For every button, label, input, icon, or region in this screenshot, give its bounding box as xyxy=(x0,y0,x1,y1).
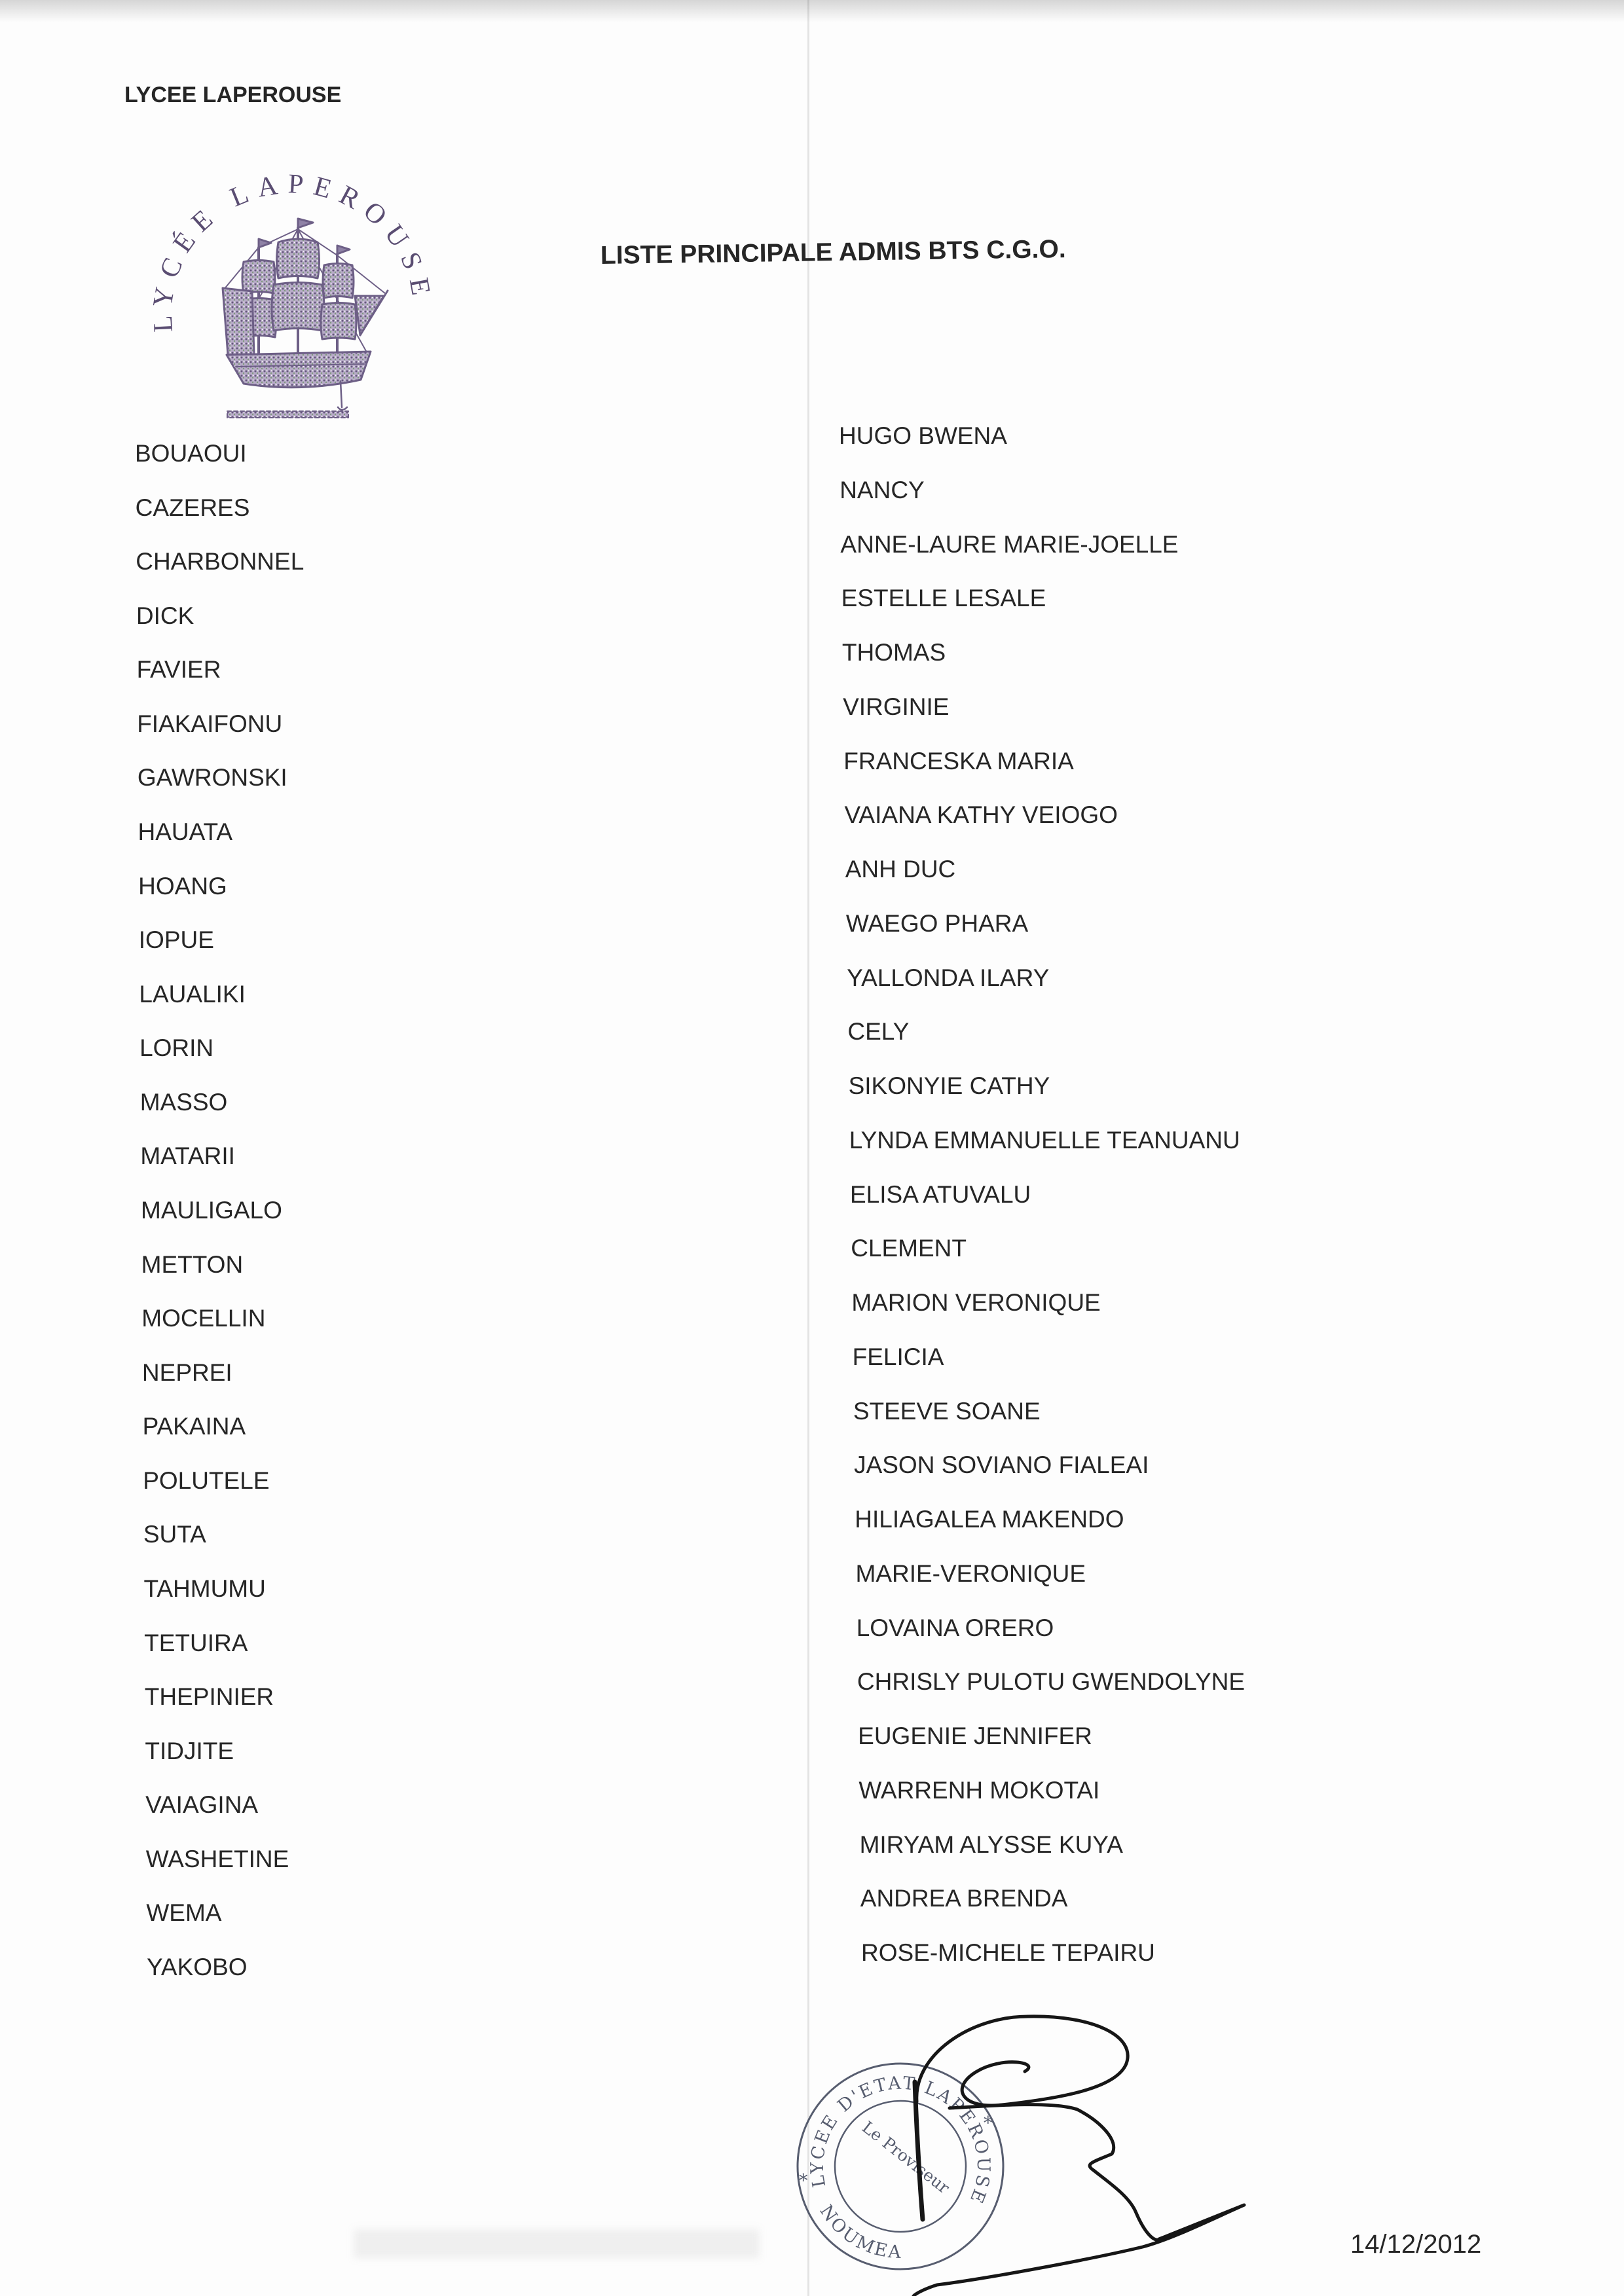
student-first-names: MIRYAM ALYSSE KUYA xyxy=(859,1831,1123,1858)
student-surname: WEMA xyxy=(146,1899,222,1927)
student-first-names: WAEGO PHARA xyxy=(845,909,1029,937)
student-surname: TETUIRA xyxy=(144,1629,248,1656)
scan-top-edge xyxy=(0,0,1624,22)
student-surname: DICK xyxy=(136,602,194,629)
student-surname: LAUALIKI xyxy=(139,980,246,1008)
svg-text:LYCEE D'ETAT LAPEROUSE xyxy=(807,2073,993,2208)
student-surname: IOPUE xyxy=(138,926,214,954)
student-surname: LORIN xyxy=(139,1034,214,1062)
student-first-names: LOVAINA ORERO xyxy=(856,1614,1054,1641)
stamp-center-text: Le Proviseur xyxy=(858,2117,953,2198)
student-first-names: FELICIA xyxy=(852,1343,944,1370)
student-first-names: ESTELLE LESALE xyxy=(841,585,1046,612)
ship-icon xyxy=(223,219,388,418)
student-first-names: ANDREA BRENDA xyxy=(860,1885,1068,1912)
student-first-names: THOMAS xyxy=(841,639,946,666)
student-surname: FAVIER xyxy=(136,656,221,683)
student-first-names: ANH DUC xyxy=(845,856,956,883)
student-first-names: VAIANA KATHY VEIOGO xyxy=(844,801,1118,829)
student-first-names: JASON SOVIANO FIALEAI xyxy=(854,1451,1149,1479)
student-surname: NEPREI xyxy=(141,1358,232,1386)
student-first-names: EUGENIE JENNIFER xyxy=(858,1722,1092,1749)
student-surname: THEPINIER xyxy=(144,1683,274,1711)
student-first-names: CHRISLY PULOTU GWENDOLYNE xyxy=(857,1668,1246,1696)
student-surname: METTON xyxy=(141,1250,244,1278)
student-surname: TAHMUMU xyxy=(143,1575,266,1602)
student-surname: PAKAINA xyxy=(142,1413,246,1440)
student-first-names: STEEVE SOANE xyxy=(853,1397,1041,1425)
student-first-names: HILIAGALEA MAKENDO xyxy=(855,1506,1124,1533)
student-first-names: ELISA ATUVALU xyxy=(850,1180,1031,1208)
student-surname: MATARII xyxy=(140,1142,235,1170)
student-surname: TIDJITE xyxy=(145,1737,234,1764)
student-first-names: MARION VERONIQUE xyxy=(851,1289,1101,1316)
student-first-names: YALLONDA ILARY xyxy=(847,964,1050,991)
student-first-names: CELY xyxy=(847,1018,910,1046)
student-surname: GAWRONSKI xyxy=(137,764,287,792)
student-first-names: CLEMENT xyxy=(851,1235,967,1262)
student-surname: SUTA xyxy=(143,1521,206,1548)
stamp-star-left-icon: * xyxy=(799,2171,810,2191)
official-stamp xyxy=(798,2064,1003,2269)
student-surname: BOUAOUI xyxy=(135,440,247,467)
student-first-names: SIKONYIE CATHY xyxy=(848,1072,1050,1099)
signature xyxy=(913,2016,1244,2296)
student-first-names: LYNDA EMMANUELLE TEANUANU xyxy=(849,1126,1240,1154)
stamp-bottom-text: NOUMEA xyxy=(815,2201,904,2263)
stamp-and-signature xyxy=(753,1990,1277,2296)
scan-bleed-through xyxy=(354,2229,760,2258)
student-surname: MAULIGALO xyxy=(141,1197,282,1224)
student-first-names: HUGO BWENA xyxy=(839,422,1007,449)
student-surname: MASSO xyxy=(139,1088,228,1116)
student-surname: HAUATA xyxy=(138,818,233,845)
student-surname: VAIAGINA xyxy=(145,1791,259,1819)
school-logo xyxy=(144,164,445,439)
stamp-top-text: LYCEE D'ETAT LAPEROUSE xyxy=(807,2073,994,2208)
svg-text:NOUMEA xyxy=(816,2202,904,2263)
student-surname: FIAKAIFONU xyxy=(137,710,283,737)
student-surname: MOCELLIN xyxy=(141,1305,266,1332)
student-first-names: MARIE-VERONIQUE xyxy=(855,1559,1086,1587)
student-surname: POLUTELE xyxy=(143,1467,270,1494)
student-first-names: VIRGINIE xyxy=(843,693,950,720)
student-first-names: ROSE-MICHELE TEPAIRU xyxy=(861,1939,1155,1966)
student-surname: CHARBONNEL xyxy=(136,548,304,575)
student-surname: YAKOBO xyxy=(147,1954,248,1980)
scan-fold-line xyxy=(807,0,809,2296)
student-surname: CAZERES xyxy=(135,494,250,521)
document-date: 14/12/2012 xyxy=(1350,2230,1482,2259)
stamp-star-right-icon: * xyxy=(984,2113,995,2134)
logo-arc-text: LYCÉE LAPEROUSE xyxy=(147,169,437,333)
school-name: LYCEE LAPEROUSE xyxy=(124,82,342,107)
student-surname: HOANG xyxy=(138,872,227,900)
student-first-names: ANNE-LAURE MARIE-JOELLE xyxy=(840,530,1179,558)
student-surname: WASHETINE xyxy=(145,1845,289,1872)
student-first-names: WARRENH MOKOTAI xyxy=(858,1776,1100,1804)
page-title: LISTE PRINCIPALE ADMIS BTS C.G.O. xyxy=(600,235,1066,270)
student-first-names: FRANCESKA MARIA xyxy=(843,747,1074,774)
student-first-names: NANCY xyxy=(840,476,925,503)
